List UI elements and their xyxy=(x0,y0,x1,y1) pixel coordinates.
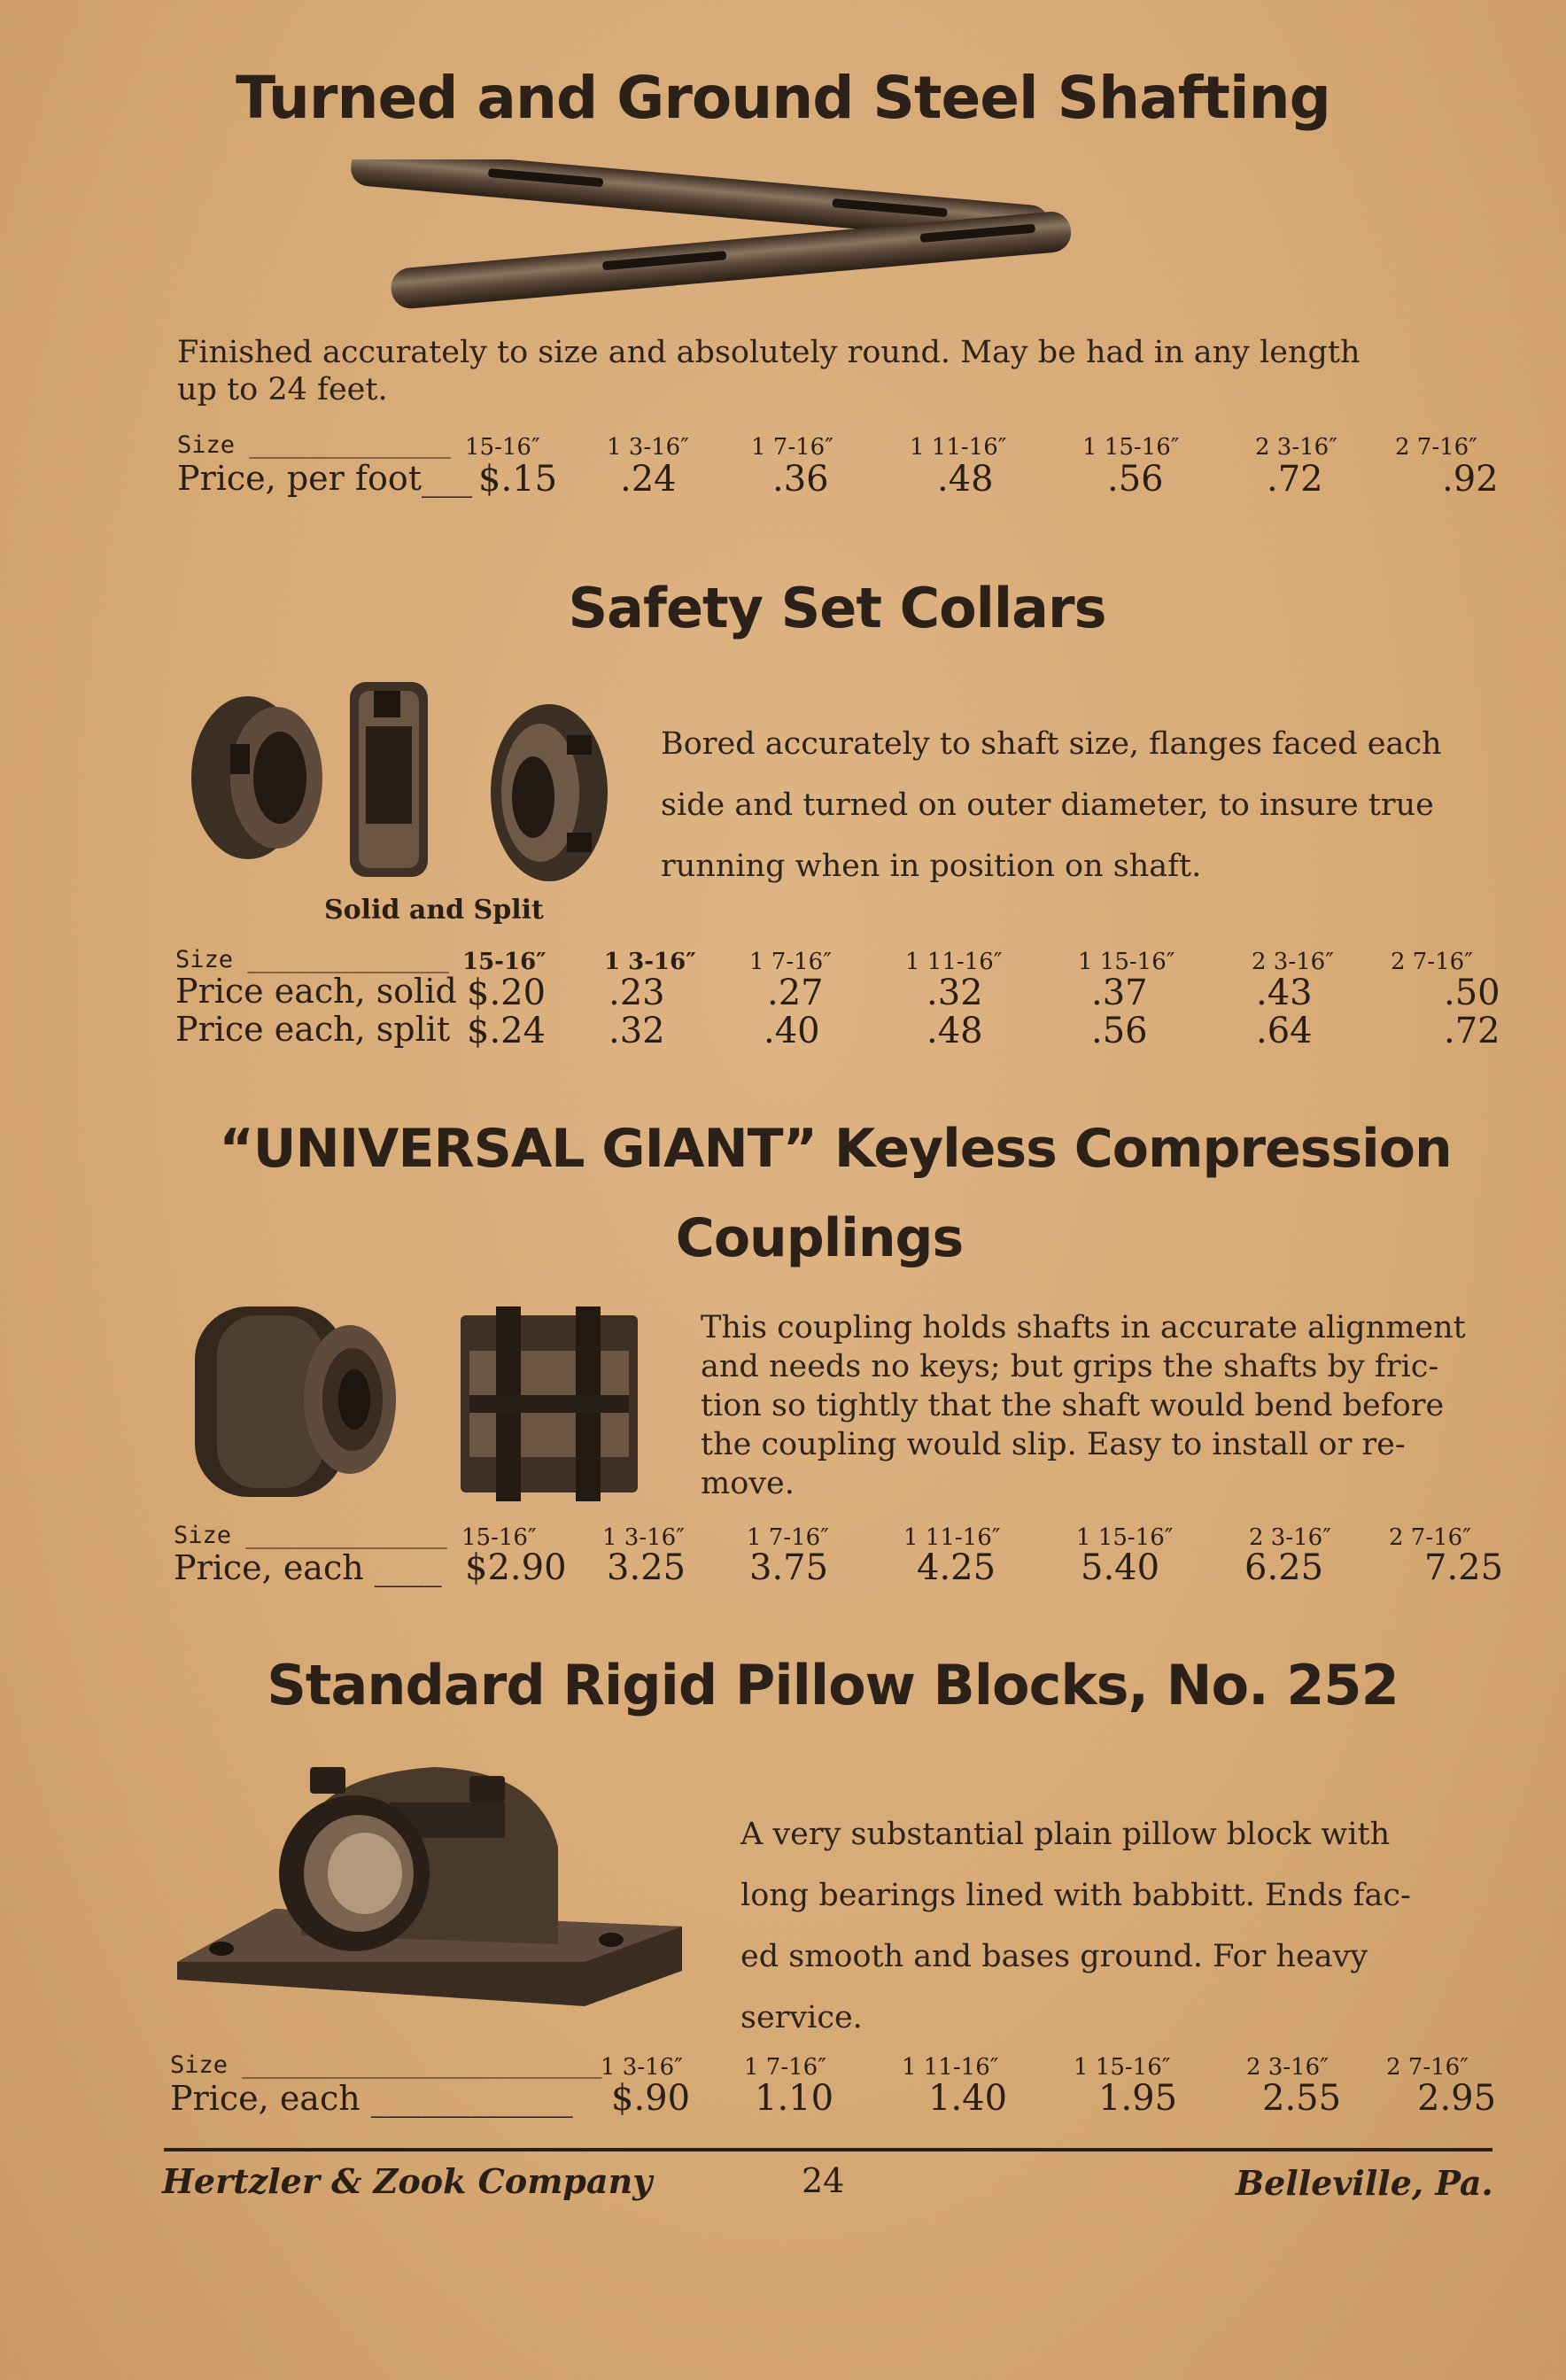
page-number: 24 xyxy=(802,2161,845,2200)
pillow-price-cell: 1.40 xyxy=(928,2078,1008,2119)
pillow-size-cell: 2 7-16″ xyxy=(1386,2054,1469,2081)
pillow-size-cell: 1 3-16″ xyxy=(601,2054,683,2081)
shafting-price-label: Price, per foot___ xyxy=(177,459,472,498)
shafting-size-label: Size ______________ xyxy=(177,431,451,459)
couplings-size-cell: 1 15-16″ xyxy=(1076,1524,1174,1551)
collars-split-price-cell: .32 xyxy=(609,1011,665,1051)
collars-split-price-cell: .72 xyxy=(1444,1011,1500,1051)
couplings-price-cell: 5.40 xyxy=(1081,1547,1160,1588)
collars-title: Safety Set Collars xyxy=(568,576,1106,640)
collars-size-cell: 15-16″ xyxy=(462,949,547,975)
shafting-price-cell: .56 xyxy=(1107,459,1164,500)
couplings-size-cell: 15-16″ xyxy=(461,1524,537,1551)
collars-solid-price-cell: .27 xyxy=(767,973,824,1013)
couplings-illustration xyxy=(177,1298,655,1510)
pillow-price-cell: 2.95 xyxy=(1417,2078,1497,2119)
shafting-size-cell: 2 7-16″ xyxy=(1395,434,1477,461)
pillow-size-cell: 1 11-16″ xyxy=(902,2054,999,2081)
collars-solid-price-cell: .23 xyxy=(609,973,665,1013)
pillow-size-cell: 2 3-16″ xyxy=(1246,2054,1329,2081)
collars-size-cell: 1 7-16″ xyxy=(749,949,832,975)
shafting-price-cell: .48 xyxy=(937,459,994,500)
collars-split-price-cell: .64 xyxy=(1256,1011,1313,1051)
couplings-price-cell: 3.75 xyxy=(749,1547,829,1588)
shafting-price-cell: .72 xyxy=(1267,459,1323,500)
footer-rule xyxy=(164,2148,1492,2151)
shafting-illustration xyxy=(337,159,1089,310)
pillow-price-label: Price, each ____________ xyxy=(170,2079,573,2118)
shafting-description: Finished accurately to size and absolutely round. May be had in any length up to 24 feet. xyxy=(177,335,1361,407)
shafting-price-cell: .36 xyxy=(772,459,829,500)
collars-solid-price-cell: .37 xyxy=(1091,973,1148,1013)
collars-price-label-split: Price each, split xyxy=(175,1010,451,1049)
pillow-block-illustration xyxy=(168,1749,691,2015)
shafting-size-cell: 2 3-16″ xyxy=(1255,434,1337,461)
pillow-size-cell: 1 15-16″ xyxy=(1074,2054,1171,2081)
shafting-title: Turned and Ground Steel Shafting xyxy=(236,64,1330,132)
collars-solid-price-cell: $.20 xyxy=(467,973,547,1013)
couplings-title-line1: “UNIVERSAL GIANT” Keyless Compression xyxy=(219,1118,1452,1180)
shafting-size-cell: 15-16″ xyxy=(465,434,540,461)
pillow-size-label: Size _________________________ xyxy=(170,2051,602,2079)
couplings-price-cell: $2.90 xyxy=(465,1547,567,1588)
couplings-price-cell: 4.25 xyxy=(917,1547,996,1588)
couplings-size-label: Size ______________ xyxy=(174,1522,447,1549)
collars-split-price-cell: .48 xyxy=(926,1011,983,1051)
shafting-price-cell: .24 xyxy=(620,459,677,500)
couplings-price-cell: 7.25 xyxy=(1424,1547,1504,1588)
couplings-size-cell: 2 3-16″ xyxy=(1249,1524,1331,1551)
footer-location: Belleville, Pa. xyxy=(1236,2163,1493,2203)
pillow-price-cell: 2.55 xyxy=(1262,2078,1342,2119)
shafting-size-cell: 1 7-16″ xyxy=(751,434,833,461)
collars-size-cell: 2 3-16″ xyxy=(1252,949,1334,975)
collars-caption: Solid and Split xyxy=(324,895,544,926)
collars-size-cell: 1 3-16″ xyxy=(604,949,696,975)
couplings-size-cell: 1 11-16″ xyxy=(903,1524,1001,1551)
collars-split-price-cell: $.24 xyxy=(467,1011,547,1051)
collars-solid-price-cell: .43 xyxy=(1256,973,1313,1013)
collars-split-price-cell: .56 xyxy=(1091,1011,1148,1051)
collars-size-cell: 1 11-16″ xyxy=(905,949,1003,975)
collars-description: Bored accurately to shaft size, flanges faced each side and turned on outer diameter, to insure true running when in position on shaft. xyxy=(661,726,1442,884)
shafting-price-cell: $.15 xyxy=(478,459,558,500)
pillow-price-cell: 1.95 xyxy=(1098,2078,1178,2119)
collars-split-price-cell: .40 xyxy=(764,1011,820,1051)
collars-solid-price-cell: .32 xyxy=(926,973,983,1013)
couplings-size-cell: 1 7-16″ xyxy=(747,1524,829,1551)
collars-solid-price-cell: .50 xyxy=(1444,973,1500,1013)
pillow-price-cell: 1.10 xyxy=(755,2078,834,2119)
couplings-size-cell: 1 3-16″ xyxy=(602,1524,685,1551)
collars-price-label-solid: Price each, solid xyxy=(175,972,457,1011)
couplings-title-line2: Couplings xyxy=(675,1207,964,1269)
shafting-size-cell: 1 11-16″ xyxy=(910,434,1007,461)
couplings-price-label: Price, each ____ xyxy=(174,1548,442,1587)
couplings-price-cell: 3.25 xyxy=(607,1547,686,1588)
collars-size-label: Size ______________ xyxy=(175,946,449,973)
couplings-price-cell: 6.25 xyxy=(1244,1547,1324,1588)
footer-company: Hertzler & Zook Company xyxy=(162,2161,653,2201)
couplings-description: This coupling holds shafts in accurate alignment and needs no keys; but grips the shafts by fric- tion so tightly that the shaft would bend before the coupling would slip. Easy to install or re- move. xyxy=(701,1310,1466,1501)
collars-size-cell: 1 15-16″ xyxy=(1078,949,1175,975)
pillow-title: Standard Rigid Pillow Blocks, No. 252 xyxy=(267,1653,1399,1717)
shafting-size-cell: 1 3-16″ xyxy=(607,434,689,461)
pillow-size-cell: 1 7-16″ xyxy=(744,2054,826,2081)
couplings-size-cell: 2 7-16″ xyxy=(1389,1524,1471,1551)
pillow-description: A very substantial plain pillow block with long bearings lined with babbitt. Ends fac- ed smooth and bases ground. For heavy service. xyxy=(740,1817,1411,2035)
pillow-price-cell: $.90 xyxy=(611,2078,691,2119)
shafting-price-cell: .92 xyxy=(1442,459,1499,500)
shafting-size-cell: 1 15-16″ xyxy=(1082,434,1180,461)
collars-size-cell: 2 7-16″ xyxy=(1391,949,1473,975)
collars-illustration xyxy=(177,673,620,903)
